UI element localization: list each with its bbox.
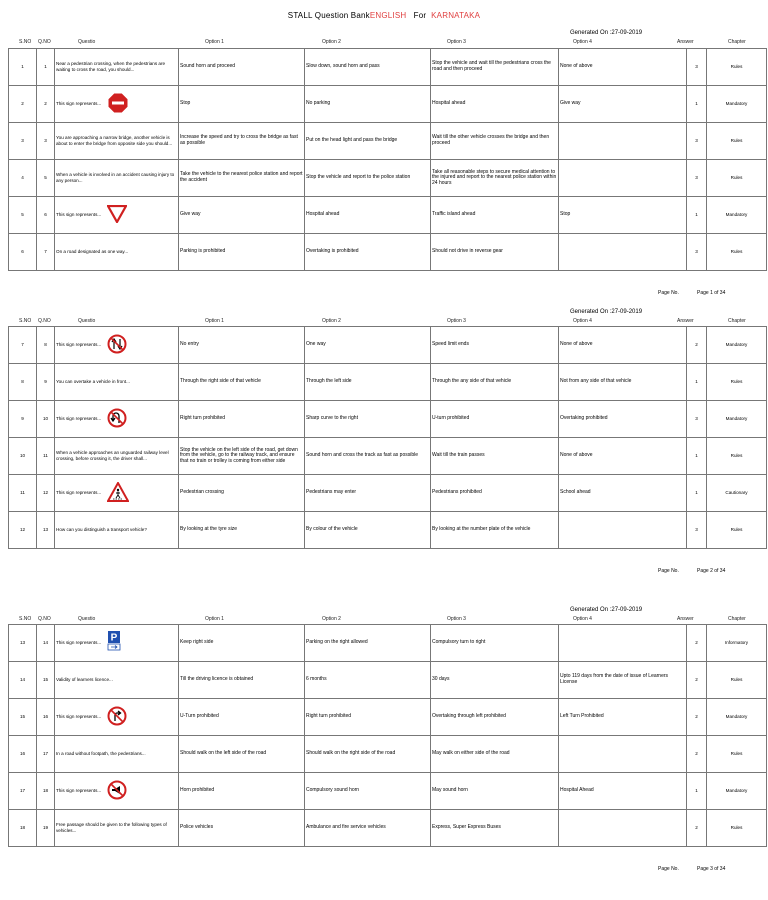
answer-cell: 2: [687, 699, 707, 736]
horn-prohibited-sign-icon: [107, 780, 127, 802]
chapter-cell: Mandatory: [707, 327, 767, 364]
option3-cell: Hospital ahead: [431, 86, 559, 123]
option1-cell: Till the driving licence is obtained: [179, 662, 305, 699]
option4-cell: None of above: [559, 327, 687, 364]
chapter-cell: Rules: [707, 662, 767, 699]
table-row: [9, 438, 767, 475]
option2-cell: Overtaking is prohibited: [305, 234, 431, 271]
option3-cell: Wait till the train passes: [431, 438, 559, 475]
option3-cell: Through the any side of that vehicle: [431, 364, 559, 401]
question-cell: This sign represents...: [55, 773, 179, 810]
table-row: [9, 49, 767, 86]
chapter-cell: Mandatory: [707, 197, 767, 234]
option3-cell: Should not drive in reverse gear: [431, 234, 559, 271]
answer-cell: 1: [687, 773, 707, 810]
chapter-cell: Rules: [707, 364, 767, 401]
sno-cell: 7: [9, 327, 37, 364]
option3-cell: Compulsory turn to right: [431, 625, 559, 662]
option3-cell: Take all reasonable steps to secure medical attention to the injured and report to the nearest police station within 24 hours: [431, 160, 559, 197]
qno-cell: 10: [37, 401, 55, 438]
option4-cell: [559, 625, 687, 662]
chapter-cell: Rules: [707, 810, 767, 847]
question-table: [8, 48, 767, 271]
table-row: [9, 512, 767, 549]
option1-cell: By looking at the tyre size: [179, 512, 305, 549]
no-u-turn-sign-icon: [107, 408, 127, 430]
option3-cell: Traffic island ahead: [431, 197, 559, 234]
table-row: [9, 773, 767, 810]
option4-cell: [559, 123, 687, 160]
chapter-cell: Mandatory: [707, 773, 767, 810]
table-row: [9, 86, 767, 123]
sno-cell: 6: [9, 234, 37, 271]
title-language: ENGLISH: [369, 11, 407, 20]
no-right-turn-sign-icon: [107, 706, 127, 728]
answer-cell: 1: [687, 86, 707, 123]
option4-cell: [559, 810, 687, 847]
answer-cell: 3: [687, 160, 707, 197]
chapter-cell: Rules: [707, 49, 767, 86]
option1-cell: Take the vehicle to the nearest police station and report the accident: [179, 160, 305, 197]
option2-cell: Put on the head light and pass the bridge: [305, 123, 431, 160]
question-cell: How can you distinguish a transport vehicle?: [55, 512, 179, 549]
option2-cell: Hospital ahead: [305, 197, 431, 234]
sno-cell: 9: [9, 401, 37, 438]
title-prefix: STALL Question Bank: [287, 11, 370, 20]
option2-cell: Sound horn and cross the track as fast as possible: [305, 438, 431, 475]
table-row: [9, 625, 767, 662]
question-cell: Near a pedestrian crossing, when the pedestrians are waiting to cross the road, you should...: [55, 49, 179, 86]
option4-cell: [559, 234, 687, 271]
header-o1: Option 1: [205, 318, 224, 324]
table-row: [9, 736, 767, 773]
option3-cell: Stop the vehicle and wait till the pedestrians cross the road and then proceed: [431, 49, 559, 86]
option2-cell: No parking: [305, 86, 431, 123]
option2-cell: One way: [305, 327, 431, 364]
answer-cell: 3: [687, 512, 707, 549]
table-row: [9, 234, 767, 271]
question-cell: Free passage should be given to the following types of vehicles...: [55, 810, 179, 847]
qno-cell: 7: [37, 234, 55, 271]
option2-cell: Compulsory sound horn: [305, 773, 431, 810]
answer-cell: 2: [687, 625, 707, 662]
qno-cell: 15: [37, 662, 55, 699]
question-table: [8, 624, 767, 847]
sno-cell: 14: [9, 662, 37, 699]
option1-cell: Parking is prohibited: [179, 234, 305, 271]
sno-cell: 16: [9, 736, 37, 773]
question-cell: This sign represents...: [55, 401, 179, 438]
option3-cell: Express, Super Express Buses: [431, 810, 559, 847]
option1-cell: U-Turn prohibited: [179, 699, 305, 736]
table-row: [9, 123, 767, 160]
header-sno: S.NO: [19, 318, 32, 324]
table-row: [9, 401, 767, 438]
chapter-cell: Cautionary: [707, 475, 767, 512]
svg-text:P: P: [110, 632, 118, 644]
header-chapter: Chapter: [728, 39, 746, 45]
header-sno: S.NO: [19, 616, 32, 622]
option1-cell: Give way: [179, 197, 305, 234]
header-o1: Option 1: [205, 616, 224, 622]
qno-cell: 14: [37, 625, 55, 662]
question-cell: On a road designated as one way...: [55, 234, 179, 271]
option4-cell: [559, 512, 687, 549]
stop-sign-icon: [107, 92, 129, 116]
header-o1: Option 1: [205, 39, 224, 45]
chapter-cell: Rules: [707, 160, 767, 197]
header-o3: Option 3: [447, 616, 466, 622]
page-of-count: Page 3 of 34: [697, 866, 726, 872]
chapter-cell: Rules: [707, 234, 767, 271]
qno-cell: 6: [37, 197, 55, 234]
sno-cell: 8: [9, 364, 37, 401]
option3-cell: By looking at the number plate of the vehicle: [431, 512, 559, 549]
page-of-count: Page 2 of 34: [697, 568, 726, 574]
table-row: [9, 197, 767, 234]
qno-cell: 3: [37, 123, 55, 160]
header-chapter: Chapter: [728, 616, 746, 622]
option4-cell: Hospital Ahead: [559, 773, 687, 810]
pedestrian-crossing-sign-icon: [107, 482, 129, 504]
question-table: [8, 326, 767, 549]
page-of-count: Page 1 of 34: [697, 290, 726, 296]
header-o4: Option 4: [573, 318, 592, 324]
sno-cell: 18: [9, 810, 37, 847]
qno-cell: 13: [37, 512, 55, 549]
sno-cell: 13: [9, 625, 37, 662]
table-row: [9, 364, 767, 401]
qno-cell: 18: [37, 773, 55, 810]
generated-date: Generated On :27-09-2019: [570, 607, 643, 613]
qno-cell: 12: [37, 475, 55, 512]
option1-cell: Pedestrian crossing: [179, 475, 305, 512]
option3-cell: 30 days: [431, 662, 559, 699]
option2-cell: Right turn prohibited: [305, 699, 431, 736]
question-cell: This sign represents...: [55, 699, 179, 736]
parking-sign-icon: [107, 630, 121, 656]
option4-cell: [559, 160, 687, 197]
header-o4: Option 4: [573, 39, 592, 45]
generated-date: Generated On :27-09-2019: [570, 309, 643, 315]
sno-cell: 10: [9, 438, 37, 475]
option4-cell: [559, 736, 687, 773]
option1-cell: Should walk on the left side of the road: [179, 736, 305, 773]
header-qno: Q.NO: [38, 39, 51, 45]
option1-cell: Horn prohibited: [179, 773, 305, 810]
option1-cell: Stop: [179, 86, 305, 123]
answer-cell: 2: [687, 327, 707, 364]
answer-cell: 2: [687, 736, 707, 773]
question-cell: This sign represents...: [55, 86, 179, 123]
option2-cell: 6 months: [305, 662, 431, 699]
qno-cell: 9: [37, 364, 55, 401]
option2-cell: Stop the vehicle and report to the police station: [305, 160, 431, 197]
qno-cell: 11: [37, 438, 55, 475]
question-cell: When a vehicle approaches an unguarded railway level crossing, before crossing it, the driver shall...: [55, 438, 179, 475]
table-row: [9, 662, 767, 699]
page-number-label: Page No.: [658, 568, 679, 574]
option3-cell: Overtaking through left prohibited: [431, 699, 559, 736]
question-cell: You can overtake a vehicle in front...: [55, 364, 179, 401]
option1-cell: Right turn prohibited: [179, 401, 305, 438]
option4-cell: Upto 119 days from the date of issue of Learners License: [559, 662, 687, 699]
option4-cell: Overtaking prohibited: [559, 401, 687, 438]
chapter-cell: Rules: [707, 512, 767, 549]
sno-cell: 11: [9, 475, 37, 512]
sno-cell: 1: [9, 49, 37, 86]
document-title: [0, 11, 768, 20]
header-o2: Option 2: [322, 318, 341, 324]
header-answer: Answer: [677, 39, 694, 45]
option4-cell: None of above: [559, 438, 687, 475]
option1-cell: Through the right side of that vehicle: [179, 364, 305, 401]
option1-cell: No entry: [179, 327, 305, 364]
qno-cell: 19: [37, 810, 55, 847]
header-chapter: Chapter: [728, 318, 746, 324]
option2-cell: Through the left side: [305, 364, 431, 401]
option1-cell: Sound horn and proceed: [179, 49, 305, 86]
qno-cell: 17: [37, 736, 55, 773]
header-answer: Answer: [677, 616, 694, 622]
sno-cell: 3: [9, 123, 37, 160]
option2-cell: Should walk on the right side of the road: [305, 736, 431, 773]
option2-cell: Ambulance and fire service vehicles: [305, 810, 431, 847]
question-cell: In a road without footpath, the pedestrians...: [55, 736, 179, 773]
sno-cell: 12: [9, 512, 37, 549]
chapter-cell: Informatory: [707, 625, 767, 662]
qno-cell: 5: [37, 160, 55, 197]
answer-cell: 3: [687, 49, 707, 86]
question-cell: This sign represents... P: [55, 625, 179, 662]
answer-cell: 3: [687, 401, 707, 438]
answer-cell: 1: [687, 438, 707, 475]
option4-cell: Left Turn Prohibited: [559, 699, 687, 736]
option4-cell: None of above: [559, 49, 687, 86]
chapter-cell: Rules: [707, 736, 767, 773]
sno-cell: 4: [9, 160, 37, 197]
chapter-cell: Rules: [707, 123, 767, 160]
question-cell: Validity of learners licence...: [55, 662, 179, 699]
header-qno: Q.NO: [38, 318, 51, 324]
header-question: Questio: [78, 616, 96, 622]
chapter-cell: Mandatory: [707, 699, 767, 736]
table-row: [9, 475, 767, 512]
option1-cell: Increase the speed and try to cross the bridge as fast as possible: [179, 123, 305, 160]
sno-cell: 15: [9, 699, 37, 736]
answer-cell: 3: [687, 234, 707, 271]
header-o3: Option 3: [447, 318, 466, 324]
answer-cell: 2: [687, 810, 707, 847]
header-o3: Option 3: [447, 39, 466, 45]
option2-cell: Parking on the right allowed: [305, 625, 431, 662]
header-question: Questio: [78, 318, 96, 324]
page-number-label: Page No.: [658, 290, 679, 296]
option1-cell: Stop the vehicle on the left side of the road, get down from the vehicle, go to the railway track, and ensure that no train or trolley is coming from either side: [179, 438, 305, 475]
header-sno: S.NO: [19, 39, 32, 45]
title-for: For: [413, 11, 427, 20]
qno-cell: 1: [37, 49, 55, 86]
header-answer: Answer: [677, 318, 694, 324]
answer-cell: 1: [687, 475, 707, 512]
header-o2: Option 2: [322, 616, 341, 622]
answer-cell: 1: [687, 364, 707, 401]
option2-cell: Slow down, sound horn and pass: [305, 49, 431, 86]
option4-cell: Not from any side of that vehicle: [559, 364, 687, 401]
option3-cell: Speed limit ends: [431, 327, 559, 364]
one-way-sign-icon: [107, 334, 127, 356]
answer-cell: 1: [687, 197, 707, 234]
header-o4: Option 4: [573, 616, 592, 622]
option2-cell: Sharp curve to the right: [305, 401, 431, 438]
question-cell: This sign represents...: [55, 475, 179, 512]
option4-cell: Stop: [559, 197, 687, 234]
option3-cell: May walk on either side of the road: [431, 736, 559, 773]
header-o2: Option 2: [322, 39, 341, 45]
table-row: [9, 699, 767, 736]
question-cell: When a vehicle is involved in an accident causing injury to any person...: [55, 160, 179, 197]
sno-cell: 17: [9, 773, 37, 810]
answer-cell: 2: [687, 662, 707, 699]
qno-cell: 8: [37, 327, 55, 364]
qno-cell: 2: [37, 86, 55, 123]
chapter-cell: Mandatory: [707, 86, 767, 123]
page-number-label: Page No.: [658, 866, 679, 872]
option3-cell: May sound horn: [431, 773, 559, 810]
chapter-cell: Rules: [707, 438, 767, 475]
give-way-sign-icon: [107, 205, 127, 225]
answer-cell: 3: [687, 123, 707, 160]
option1-cell: Keep right side: [179, 625, 305, 662]
option4-cell: School ahead: [559, 475, 687, 512]
sno-cell: 2: [9, 86, 37, 123]
option3-cell: U-turn prohibited: [431, 401, 559, 438]
header-question: Questio: [78, 39, 96, 45]
header-qno: Q.NO: [38, 616, 51, 622]
generated-date: Generated On :27-09-2019: [570, 30, 643, 36]
option2-cell: Pedestrians may enter: [305, 475, 431, 512]
title-state: KARNATAKA: [431, 11, 481, 20]
option4-cell: Give way: [559, 86, 687, 123]
table-row: [9, 160, 767, 197]
table-row: [9, 327, 767, 364]
option3-cell: Wait till the other vehicle crosses the bridge and then proceed: [431, 123, 559, 160]
question-cell: You are approaching a narrow bridge, another vehicle is about to enter the bridge from opposite side you should...: [55, 123, 179, 160]
sno-cell: 5: [9, 197, 37, 234]
chapter-cell: Mandatory: [707, 401, 767, 438]
option3-cell: Pedestrians prohibited: [431, 475, 559, 512]
option1-cell: Police vehicles: [179, 810, 305, 847]
option2-cell: By colour of the vehicle: [305, 512, 431, 549]
question-cell: This sign represents...: [55, 197, 179, 234]
qno-cell: 16: [37, 699, 55, 736]
question-cell: This sign represents...: [55, 327, 179, 364]
table-row: [9, 810, 767, 847]
